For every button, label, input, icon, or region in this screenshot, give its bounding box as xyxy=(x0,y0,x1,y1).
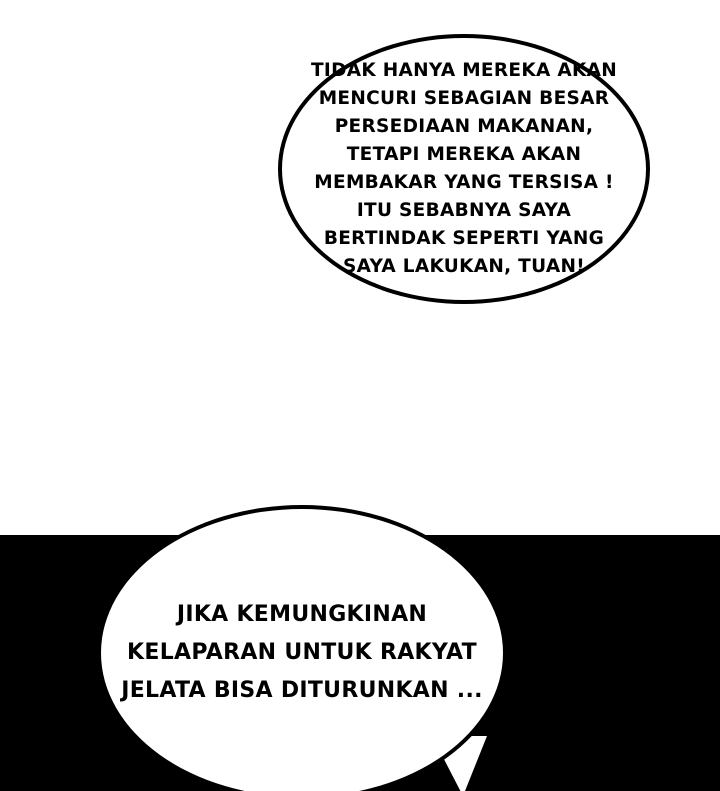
speech-balloon-bottom xyxy=(97,505,507,791)
speech-balloon-top-text: TIDAK HANYA MEREKA AKAN MENCURI SEBAGIAN BESAR PERSEDIAAN MAKANAN, TETAPI MEREKA AKAN MEMBAKAR YANG TERSISA ! ITU SEBABNYA SAYA BERTINDAK SEPERTI YANG SAYA LAKUKAN, TUAN! xyxy=(311,59,617,278)
speech-balloon-bottom-text: JIKA KEMUNGKINAN KELAPARAN UNTUK RAKYAT JELATA BISA DITURUNKAN ... xyxy=(121,602,483,703)
speech-balloon-top xyxy=(278,34,650,304)
